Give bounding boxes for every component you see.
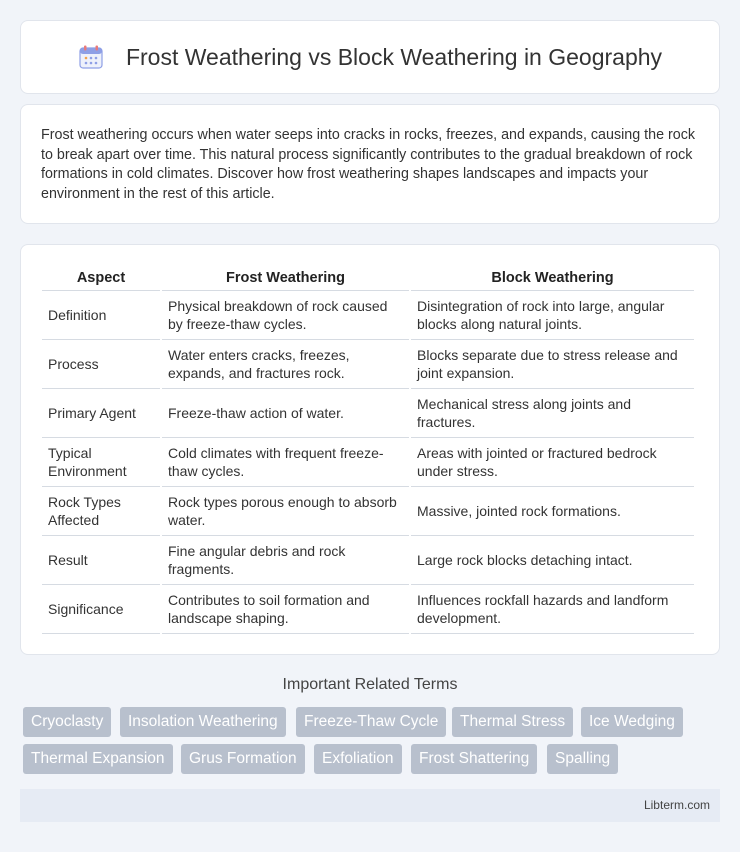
tag-frost-shattering[interactable]: Frost Shattering	[411, 744, 537, 774]
frost-cell: Water enters cracks, freezes, expands, and fractures rock.	[162, 340, 409, 389]
frost-cell: Cold climates with frequent freeze-thaw cycles.	[162, 438, 409, 487]
footer-brand-link[interactable]: Libterm.com	[643, 798, 710, 812]
table-header-row	[42, 265, 694, 291]
tag-spalling[interactable]: Spalling	[547, 744, 618, 774]
block-cell: Mechanical stress along joints and fractures.	[411, 389, 694, 438]
tag-cryoclasty[interactable]: Cryoclasty	[23, 707, 111, 737]
frost-cell: Fine angular debris and rock fragments.	[162, 536, 409, 585]
intro-card	[20, 104, 720, 224]
comparison-card	[20, 244, 720, 655]
frost-cell: Contributes to soil formation and landscape shaping.	[162, 585, 409, 634]
tag-thermal-expansion[interactable]: Thermal Expansion	[23, 744, 173, 774]
footer	[20, 789, 720, 822]
table-row	[42, 536, 694, 585]
aspect-cell: Primary Agent	[42, 389, 160, 438]
tag-freeze-thaw-cycle[interactable]: Freeze-Thaw Cycle	[296, 707, 446, 737]
block-cell: Large rock blocks detaching intact.	[411, 536, 694, 585]
block-cell: Disintegration of rock into large, angular blocks along natural joints.	[411, 291, 694, 340]
header-card	[20, 20, 720, 94]
page-title: Frost Weathering vs Block Weathering in Geography	[125, 43, 663, 70]
intro-text: Frost weathering occurs when water seeps into cracks in rocks, freezes, and expands, causing the rock to break apart over time. This natural process significantly contributes to the gradual breakdown of rock formations in cold climates. Discover how frost weathering shapes landscapes and impacts your environment in the rest of this article.	[41, 127, 695, 202]
table-row	[42, 585, 694, 634]
block-cell: Massive, jointed rock formations.	[411, 487, 694, 536]
table-row	[42, 291, 694, 340]
tag-insolation-weathering[interactable]: Insolation Weathering	[120, 707, 286, 737]
column-header-aspect: Aspect	[42, 265, 160, 291]
aspect-cell: Definition	[42, 291, 160, 340]
block-cell: Areas with jointed or fractured bedrock under stress.	[411, 438, 694, 487]
table-row	[42, 438, 694, 487]
tag-grus-formation[interactable]: Grus Formation	[181, 744, 305, 774]
frost-cell: Rock types porous enough to absorb water.	[162, 487, 409, 536]
table-row	[42, 389, 694, 438]
comparison-table	[40, 265, 696, 634]
column-header-frost: Frost Weathering	[162, 265, 409, 291]
tag-ice-wedging[interactable]: Ice Wedging	[581, 707, 683, 737]
frost-cell: Freeze-thaw action of water.	[162, 389, 409, 438]
aspect-cell: Rock Types Affected	[42, 487, 160, 536]
column-header-block: Block Weathering	[411, 265, 694, 291]
calendar-icon	[78, 44, 104, 70]
table-row	[42, 487, 694, 536]
frost-cell: Physical breakdown of rock caused by freeze-thaw cycles.	[162, 291, 409, 340]
related-terms-title: Important Related Terms	[282, 676, 458, 693]
aspect-cell: Typical Environment	[42, 438, 160, 487]
block-cell: Blocks separate due to stress release and joint expansion.	[411, 340, 694, 389]
aspect-cell: Result	[42, 536, 160, 585]
table-row	[42, 340, 694, 389]
tag-thermal-stress[interactable]: Thermal Stress	[452, 707, 573, 737]
block-cell: Influences rockfall hazards and landform development.	[411, 585, 694, 634]
tag-exfoliation[interactable]: Exfoliation	[314, 744, 402, 774]
aspect-cell: Process	[42, 340, 160, 389]
aspect-cell: Significance	[42, 585, 160, 634]
